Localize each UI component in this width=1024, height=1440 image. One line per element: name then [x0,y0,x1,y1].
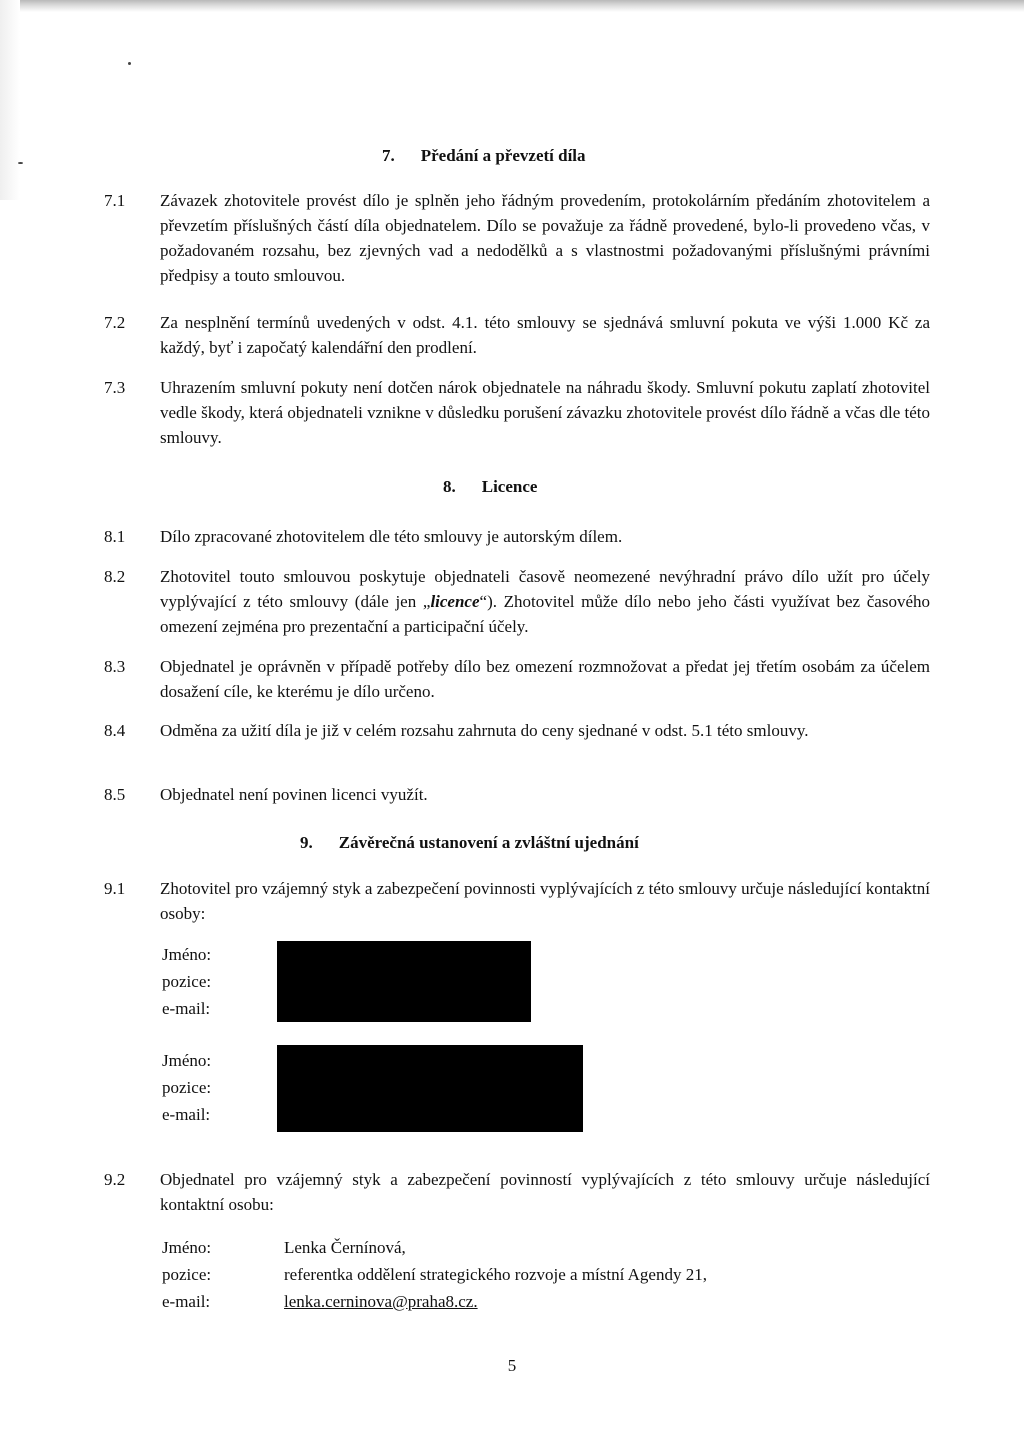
clause-text: Dílo zpracované zhotovitelem dle této smlouvy je autorským dílem. [160,527,623,546]
section-title: Předání a převzetí díla [420,146,586,165]
clause-text: Závazek zhotovitele provést dílo je splněn jeho řádným provedením, protokolárním předáním zhotovitelem a převzetím příslušných částí díla objednatelem. Dílo se považuje za řádně provedené, bylo-li provedeno včas, v požadovaném rozsahu, bez zjevných vad a nedodělků a s vlastnostmi požadovanými příslušnými právními předpisy a touto smlouvou. [160,191,930,285]
section-title: Závěrečná ustanovení a zvláštní ujednání [338,833,639,852]
clause-text [160,564,930,639]
clause-number: 8.5 [104,785,126,804]
clause-number: 7.1 [104,191,126,210]
contact-position: referentka oddělení strategického rozvoje a místní Agendy 21, [284,1265,707,1284]
clause-text: Odměna za užití díla je již v celém rozsahu zahrnuta do ceny sjednané v odst. 5.1 této smlouvy. [160,721,809,740]
clause-number: 8.3 [104,657,126,676]
email-label: e-mail: [162,1292,211,1311]
contact-name: Lenka Černínová, [284,1238,406,1257]
clause-text: Objednatel je oprávněn v případě potřeby dílo bez omezení rozmnožovat a předat jej třetím osobám za účelem dosažení cíle, ke kterému je dílo určeno. [160,657,930,701]
clause-number: 8.4 [104,721,126,740]
email-label: e-mail: [162,1105,211,1124]
clause-number: 9.2 [104,1170,126,1189]
clause-text: Zhotovitel pro vzájemný styk a zabezpečení povinnosti vyplývajících z této smlouvy určuje následující kontaktní osoby: [160,879,930,923]
clause-text-part: Zhotovitel touto smlouvou poskytuje objednateli časově neomezené nevýhradní právo dílo užít pro účely vyplývající z této smlouvy (dále jen „ [160,567,930,611]
clause-text-part: “). Zhotovitel může dílo nebo jeho části využívat bez časového omezení zejména pro prezentační a participační účely. [160,592,931,636]
position-label: pozice: [162,1078,212,1097]
redaction-box [277,941,531,1022]
clause-number: 7.3 [104,378,126,397]
clause-number: 8.2 [104,567,126,586]
section-number: 8. [443,477,456,496]
section-title: Licence [481,477,538,496]
clause-text: Za nesplnění termínů uvedených v odst. 4.1. této smlouvy se sjednává smluvní pokuta ve výši 1.000 Kč za každý, byť i započatý kalendářní den prodlení. [160,313,930,357]
scan-speck [128,62,131,65]
scan-edge-top [0,0,1024,12]
defined-term: licence [430,592,480,611]
section-number: 7. [382,146,395,165]
clause-number: 9.1 [104,879,126,898]
section-heading-9 [300,830,639,855]
page-number: 5 [507,1356,517,1375]
clause-text: Uhrazením smluvní pokuty není dotčen nárok objednatele na náhradu škody. Smluvní pokutu zaplatí zhotovitel vedle škody, která objednateli vznikne v důsledku porušení závazku zhotovitele provést dílo řádně a včas dle této smlouvy. [160,378,930,447]
scan-speck [18,162,23,164]
name-label: Jméno: [162,1051,212,1070]
clause-number: 8.1 [104,527,126,546]
position-label: pozice: [162,972,212,991]
redaction-box [277,1045,583,1132]
section-number: 9. [300,833,313,852]
clause-number: 7.2 [104,313,126,332]
section-heading-8 [443,474,537,499]
section-heading-7 [382,143,586,168]
scan-edge-left [0,0,20,200]
clause-text: Objednatel není povinen licenci využít. [160,785,428,804]
position-label: pozice: [162,1265,212,1284]
contact-email-link[interactable]: lenka.cerninova@praha8.cz. [284,1292,478,1311]
name-label: Jméno: [162,1238,212,1257]
clause-text: Objednatel pro vzájemný styk a zabezpečení povinností vyplývajících z této smlouvy určuje následující kontaktní osobu: [160,1170,930,1214]
email-label: e-mail: [162,999,211,1018]
name-label: Jméno: [162,945,212,964]
